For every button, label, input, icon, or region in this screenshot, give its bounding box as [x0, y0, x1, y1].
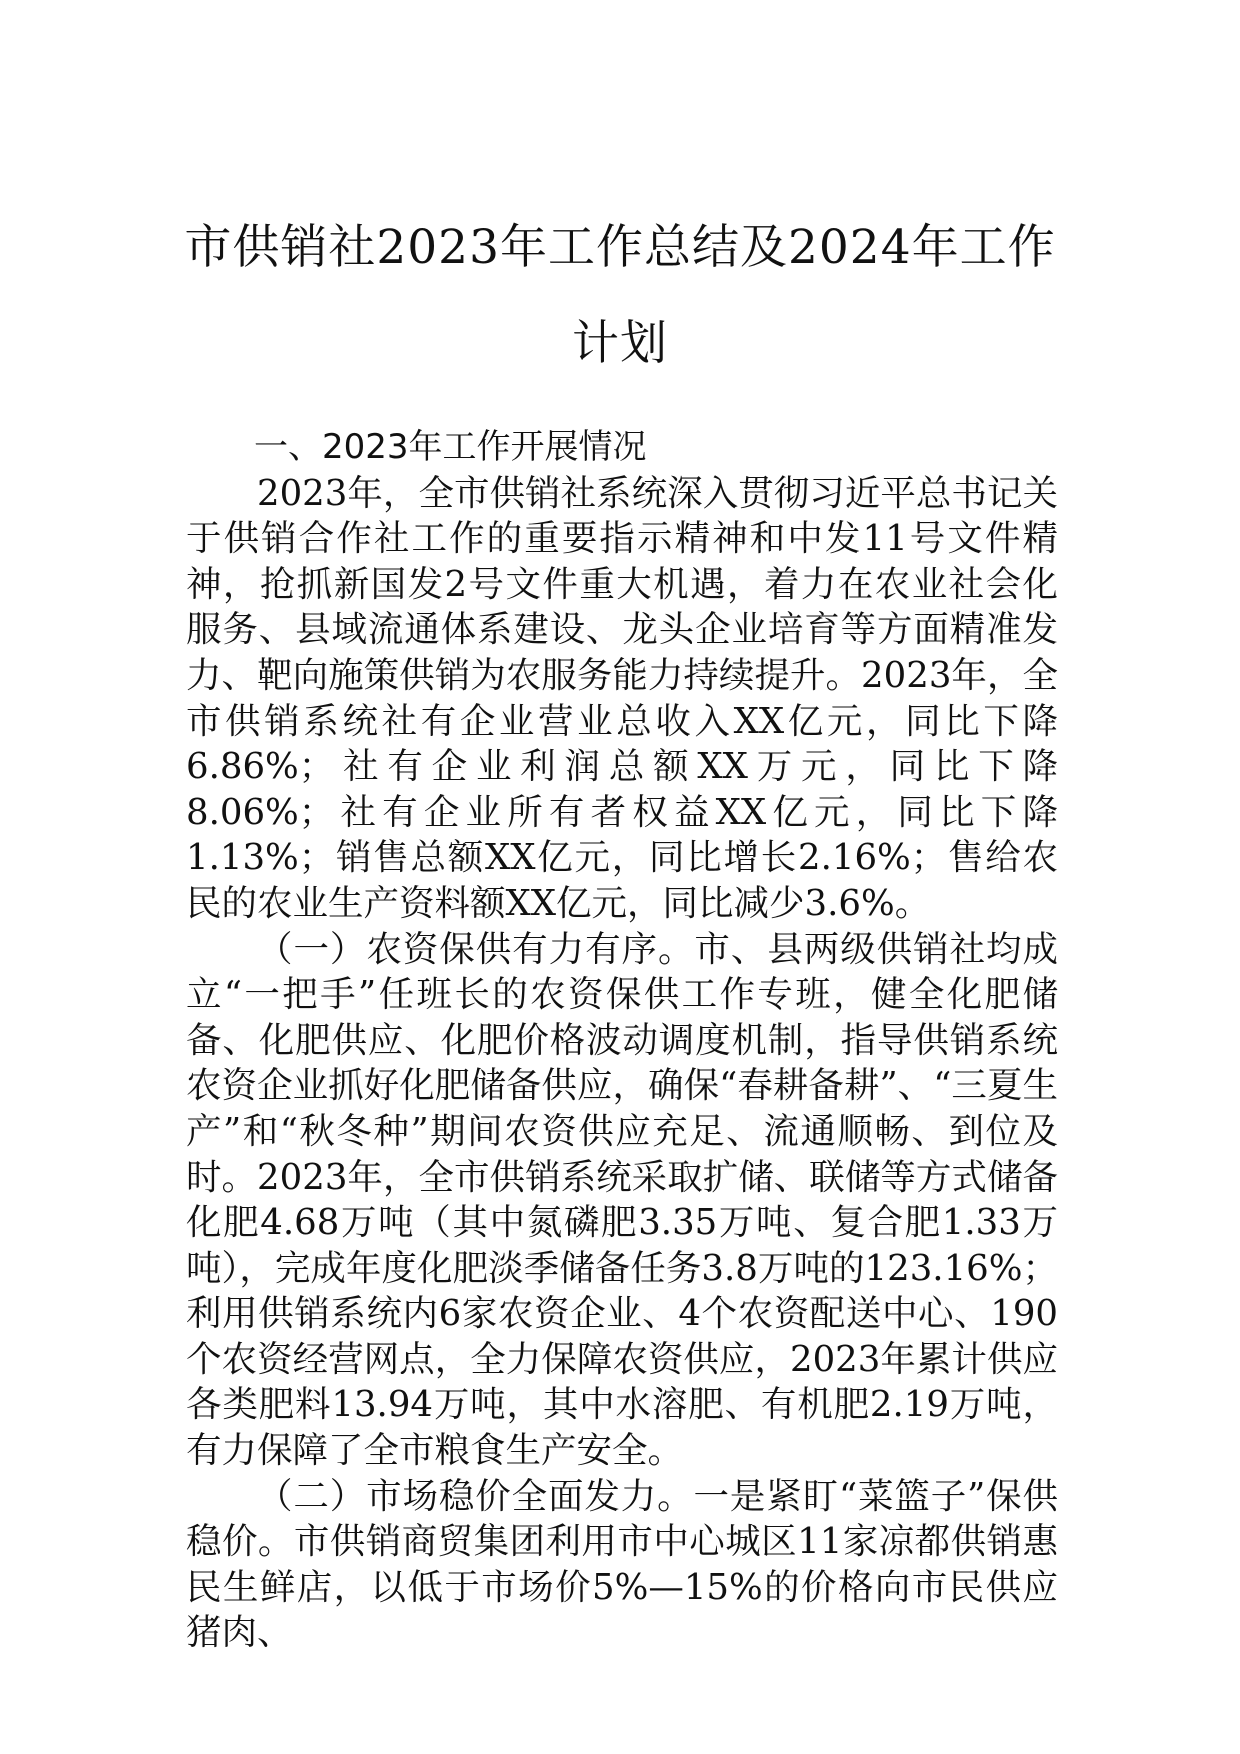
- paragraph-overview: 2023年，全市供销社系统深入贯彻习近平总书记关于供销合作社工作的重要指示精神和中发11号文件精神，抢抓新国发2号文件重大机遇，着力在农业社会化服务、县域流通体系建设、龙头企业培育等方面精准发力、靶向施策供销为农服务能力持续提升。2023年，全市供销系统社有企业营业总收入XX亿元，同比下降6.86%；社有企业利润总额XX万元，同比下降8.06%；社有企业所有者权益XX亿元，同比下降1.13%；销售总额XX亿元，同比增长2.16%；售给农民的农业生产资料额XX亿元，同比减少3.6%。: [186, 472, 1058, 924]
- paragraph-market-price: （二）市场稳价全面发力。一是紧盯“菜篮子”保供稳价。市供销商贸集团利用市中心城区11家凉都供销惠民生鲜店，以低于市场价5%—15%的价格向市民供应猪肉、: [186, 1475, 1058, 1654]
- paragraph-fertilizer-supply: （一）农资保供有力有序。市、县两级供销社均成立“一把手”任班长的农资保供工作专班，健全化肥储备、化肥供应、化肥价格波动调度机制，指导供销系统农资企业抓好化肥储备供应，确保“春耕备耕”、“三夏生产”和“秋冬种”期间农资供应充足、流通顺畅、到位及时。2023年，全市供销系统采取扩储、联储等方式储备化肥4.68万吨（其中氮磷肥3.35万吨、复合肥1.33万吨），完成年度化肥淡季储备任务3.8万吨的123.16%；利用供销系统内6家农资企业、4个农资配送中心、190个农资经营网点，全力保障农资供应，2023年累计供应各类肥料13.94万吨，其中水溶肥、有机肥2.19万吨，有力保障了全市粮食生产安全。: [186, 928, 1058, 1472]
- section-heading: 一、2023年工作开展情况: [254, 427, 647, 467]
- document-body: [186, 425, 1058, 1656]
- document-title: 市供销社2023年工作总结及2024年工作计划: [184, 220, 1056, 371]
